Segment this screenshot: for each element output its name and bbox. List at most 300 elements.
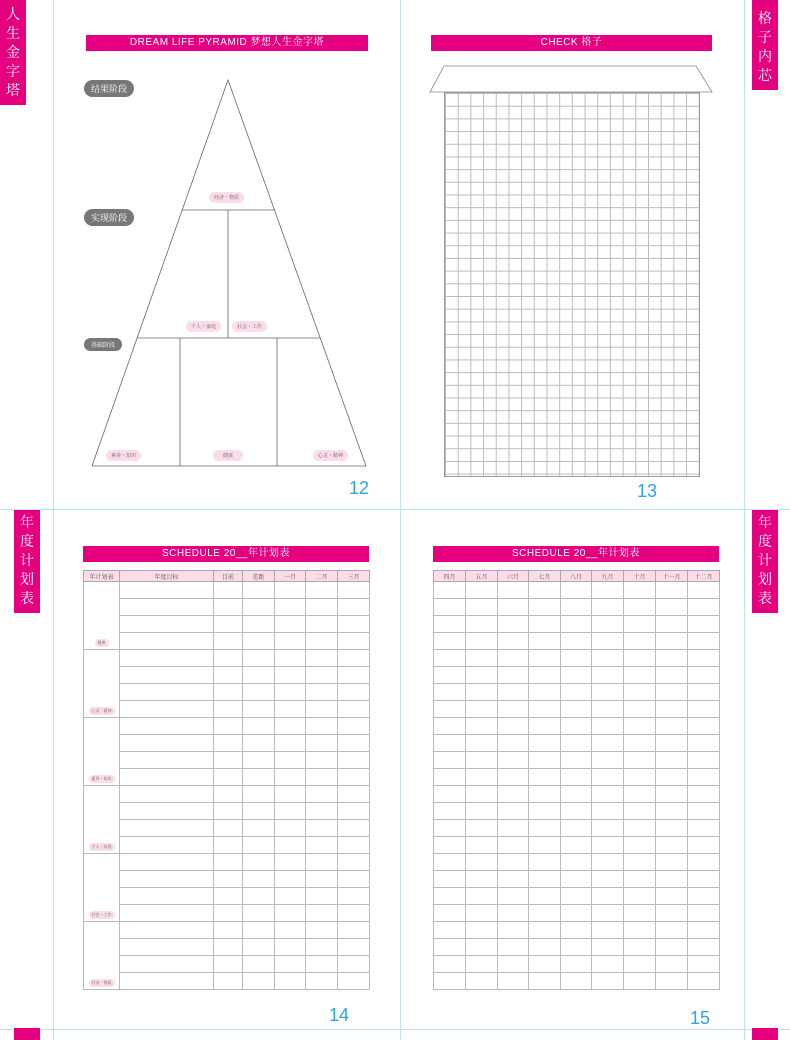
month-cell[interactable] <box>466 752 498 769</box>
month-cell[interactable] <box>688 854 720 871</box>
month-cell[interactable] <box>498 888 529 905</box>
month-cell[interactable] <box>466 684 498 701</box>
month-cell[interactable] <box>561 582 592 599</box>
month-cell[interactable] <box>466 633 498 650</box>
goal-cell[interactable] <box>120 888 214 905</box>
month-cell[interactable] <box>656 888 688 905</box>
month-cell[interactable] <box>656 922 688 939</box>
month-cell[interactable] <box>529 939 561 956</box>
side-tab-annual-plan-left: 年度计划表 <box>14 510 40 613</box>
side-tab-annual-plan-right: 年度计划表 <box>752 510 778 613</box>
crop-guide <box>0 1029 790 1030</box>
month-cell[interactable] <box>561 633 592 650</box>
month-cell[interactable] <box>592 633 624 650</box>
table-row <box>434 837 720 854</box>
month-cell[interactable] <box>561 718 592 735</box>
month-cell[interactable] <box>498 820 529 837</box>
month-cell[interactable] <box>561 939 592 956</box>
table-row <box>434 956 720 973</box>
month-cell[interactable] <box>466 820 498 837</box>
month-cell[interactable] <box>592 837 624 854</box>
table-row <box>434 650 720 667</box>
month-cell[interactable] <box>498 922 529 939</box>
month-cell[interactable] <box>434 905 466 922</box>
column-header: 目前 <box>214 571 243 582</box>
month-cell[interactable] <box>592 667 624 684</box>
goal-cell[interactable] <box>120 650 214 667</box>
month-cell[interactable] <box>624 701 656 718</box>
month-cell[interactable] <box>624 820 656 837</box>
month-cell[interactable] <box>592 599 624 616</box>
table-row <box>434 582 720 599</box>
month-cell[interactable] <box>561 769 592 786</box>
column-header: 三月 <box>338 571 370 582</box>
month-cell[interactable] <box>688 837 720 854</box>
goal-cell[interactable] <box>120 701 214 718</box>
month-cell[interactable] <box>624 939 656 956</box>
goal-cell[interactable] <box>120 973 214 990</box>
column-header: 十一月 <box>656 571 688 582</box>
tag-health: 健康 <box>213 450 243 461</box>
month-cell[interactable] <box>656 667 688 684</box>
month-cell[interactable] <box>434 667 466 684</box>
month-cell[interactable] <box>688 939 720 956</box>
month-cell[interactable] <box>434 752 466 769</box>
month-cell[interactable] <box>624 956 656 973</box>
month-cell[interactable] <box>592 786 624 803</box>
table-row <box>84 599 370 616</box>
month-cell[interactable] <box>498 786 529 803</box>
month-cell[interactable] <box>688 973 720 990</box>
month-cell[interactable] <box>498 701 529 718</box>
month-cell[interactable] <box>592 888 624 905</box>
month-cell[interactable] <box>561 871 592 888</box>
month-cell[interactable] <box>624 973 656 990</box>
goal-cell[interactable] <box>120 803 214 820</box>
month-cell[interactable] <box>466 667 498 684</box>
month-cell[interactable] <box>561 752 592 769</box>
month-cell[interactable] <box>561 973 592 990</box>
month-cell[interactable] <box>434 803 466 820</box>
goal-cell[interactable] <box>120 667 214 684</box>
month-cell[interactable] <box>529 905 561 922</box>
month-cell[interactable] <box>656 820 688 837</box>
month-cell[interactable] <box>498 616 529 633</box>
month-cell[interactable] <box>656 684 688 701</box>
month-cell[interactable] <box>688 633 720 650</box>
goal-cell[interactable] <box>120 599 214 616</box>
month-cell[interactable] <box>592 820 624 837</box>
goal-cell[interactable] <box>120 735 214 752</box>
month-cell[interactable] <box>592 854 624 871</box>
table-row <box>434 803 720 820</box>
month-cell[interactable] <box>434 922 466 939</box>
month-cell[interactable] <box>592 973 624 990</box>
month-cell[interactable] <box>592 769 624 786</box>
month-cell[interactable] <box>624 888 656 905</box>
month-cell[interactable] <box>529 684 561 701</box>
month-cell[interactable] <box>688 956 720 973</box>
month-cell[interactable] <box>561 803 592 820</box>
category-cell <box>84 786 120 854</box>
month-cell[interactable] <box>688 735 720 752</box>
month-cell[interactable] <box>592 718 624 735</box>
stage-pill-foundation: 基础阶段 <box>84 338 122 351</box>
month-cell[interactable] <box>434 854 466 871</box>
month-cell[interactable] <box>688 616 720 633</box>
month-cell[interactable] <box>434 939 466 956</box>
month-cell[interactable] <box>688 684 720 701</box>
month-cell[interactable] <box>688 803 720 820</box>
month-cell[interactable] <box>561 650 592 667</box>
month-cell[interactable] <box>624 684 656 701</box>
month-cell[interactable] <box>498 837 529 854</box>
month-cell[interactable] <box>624 905 656 922</box>
goal-cell[interactable] <box>120 871 214 888</box>
column-header: 年计划表 <box>84 571 120 582</box>
month-cell[interactable] <box>466 888 498 905</box>
month-cell[interactable] <box>529 973 561 990</box>
month-cell[interactable] <box>561 837 592 854</box>
month-cell[interactable] <box>498 735 529 752</box>
month-cell[interactable] <box>466 905 498 922</box>
month-cell[interactable] <box>529 701 561 718</box>
month-cell[interactable] <box>466 718 498 735</box>
month-cell[interactable] <box>561 684 592 701</box>
month-cell[interactable] <box>656 582 688 599</box>
goal-cell[interactable] <box>120 956 214 973</box>
month-cell[interactable] <box>434 837 466 854</box>
month-cell[interactable] <box>656 599 688 616</box>
month-cell[interactable] <box>498 769 529 786</box>
month-cell[interactable] <box>688 650 720 667</box>
month-cell[interactable] <box>498 650 529 667</box>
month-cell[interactable] <box>624 650 656 667</box>
goal-cell[interactable] <box>120 820 214 837</box>
month-cell[interactable] <box>529 888 561 905</box>
month-cell[interactable] <box>656 871 688 888</box>
goal-cell[interactable] <box>120 582 214 599</box>
table-row <box>434 939 720 956</box>
month-cell[interactable] <box>624 854 656 871</box>
goal-cell[interactable] <box>120 837 214 854</box>
table-row <box>434 616 720 633</box>
month-cell[interactable] <box>592 752 624 769</box>
month-cell[interactable] <box>592 684 624 701</box>
month-cell[interactable] <box>688 701 720 718</box>
month-cell[interactable] <box>466 735 498 752</box>
month-cell[interactable] <box>688 599 720 616</box>
month-cell[interactable] <box>624 752 656 769</box>
month-cell[interactable] <box>434 650 466 667</box>
table-header-row <box>434 571 720 582</box>
month-cell[interactable] <box>656 769 688 786</box>
month-cell[interactable] <box>529 667 561 684</box>
month-cell[interactable] <box>656 701 688 718</box>
table-row <box>84 718 370 735</box>
month-cell[interactable] <box>624 769 656 786</box>
month-cell[interactable] <box>466 956 498 973</box>
month-cell[interactable] <box>688 905 720 922</box>
month-cell[interactable] <box>656 905 688 922</box>
month-cell[interactable] <box>434 769 466 786</box>
month-cell[interactable] <box>498 684 529 701</box>
month-cell[interactable] <box>592 922 624 939</box>
annual-plan-table-left <box>83 570 370 990</box>
month-cell[interactable] <box>624 735 656 752</box>
month-cell[interactable] <box>529 956 561 973</box>
table-row <box>84 803 370 820</box>
month-cell[interactable] <box>529 582 561 599</box>
stage-pill-realize: 实现阶段 <box>84 209 134 226</box>
month-cell[interactable] <box>529 922 561 939</box>
month-cell[interactable] <box>498 633 529 650</box>
month-cell[interactable] <box>466 786 498 803</box>
table-row <box>434 871 720 888</box>
category-tag: 个人・家庭 <box>89 843 115 851</box>
stage-pill-result: 结果阶段 <box>84 80 134 97</box>
month-cell[interactable] <box>529 650 561 667</box>
month-cell[interactable] <box>688 718 720 735</box>
month-cell[interactable] <box>624 922 656 939</box>
month-cell[interactable] <box>592 735 624 752</box>
table-row <box>434 667 720 684</box>
month-cell[interactable] <box>624 871 656 888</box>
tag-literacy-knowledge: 素养・知识 <box>106 450 141 461</box>
month-cell[interactable] <box>498 871 529 888</box>
month-cell[interactable] <box>592 803 624 820</box>
month-cell[interactable] <box>529 820 561 837</box>
month-cell[interactable] <box>656 718 688 735</box>
month-cell[interactable] <box>561 786 592 803</box>
month-cell[interactable] <box>592 616 624 633</box>
month-cell[interactable] <box>529 769 561 786</box>
month-cell[interactable] <box>466 973 498 990</box>
month-cell[interactable] <box>529 854 561 871</box>
month-cell[interactable] <box>434 786 466 803</box>
month-cell[interactable] <box>466 769 498 786</box>
month-cell[interactable] <box>529 718 561 735</box>
month-cell[interactable] <box>466 871 498 888</box>
column-header: 五月 <box>466 571 498 582</box>
month-cell[interactable] <box>529 599 561 616</box>
month-cell[interactable] <box>498 752 529 769</box>
table-row <box>434 922 720 939</box>
month-cell[interactable] <box>656 752 688 769</box>
goal-cell[interactable] <box>120 854 214 871</box>
month-cell[interactable] <box>498 667 529 684</box>
month-cell[interactable] <box>656 956 688 973</box>
month-cell[interactable] <box>529 752 561 769</box>
month-cell[interactable] <box>466 650 498 667</box>
goal-cell[interactable] <box>120 786 214 803</box>
month-cell[interactable] <box>529 871 561 888</box>
month-cell[interactable] <box>498 582 529 599</box>
month-cell[interactable] <box>688 769 720 786</box>
month-cell[interactable] <box>624 599 656 616</box>
month-cell[interactable] <box>561 735 592 752</box>
month-cell[interactable] <box>624 582 656 599</box>
month-cell[interactable] <box>561 616 592 633</box>
month-cell[interactable] <box>592 650 624 667</box>
month-cell[interactable] <box>529 803 561 820</box>
month-cell[interactable] <box>434 973 466 990</box>
month-cell[interactable] <box>498 599 529 616</box>
month-cell[interactable] <box>656 650 688 667</box>
tag-society-work: 社会・工作 <box>232 321 267 332</box>
month-cell[interactable] <box>592 939 624 956</box>
month-cell[interactable] <box>656 633 688 650</box>
table-row <box>434 820 720 837</box>
page-number: 14 <box>329 1005 350 1025</box>
month-cell[interactable] <box>624 667 656 684</box>
month-cell[interactable] <box>529 616 561 633</box>
column-header: 八月 <box>561 571 592 582</box>
category-tag: 社会・工作 <box>89 911 115 919</box>
month-cell[interactable] <box>466 616 498 633</box>
column-header: 年度目标 <box>120 571 214 582</box>
crop-guide <box>744 0 745 1040</box>
page-number: 13 <box>637 481 658 501</box>
month-cell[interactable] <box>561 667 592 684</box>
column-header: 二月 <box>306 571 338 582</box>
month-cell[interactable] <box>466 922 498 939</box>
month-cell[interactable] <box>561 854 592 871</box>
month-cell[interactable] <box>561 922 592 939</box>
month-cell[interactable] <box>498 718 529 735</box>
month-cell[interactable] <box>656 786 688 803</box>
month-cell[interactable] <box>466 854 498 871</box>
month-cell[interactable] <box>529 837 561 854</box>
month-cell[interactable] <box>498 973 529 990</box>
month-cell[interactable] <box>434 633 466 650</box>
month-cell[interactable] <box>592 871 624 888</box>
month-cell[interactable] <box>656 854 688 871</box>
table-row <box>84 956 370 973</box>
month-cell[interactable] <box>561 701 592 718</box>
category-tag: 健康 <box>95 639 109 647</box>
month-cell[interactable] <box>624 786 656 803</box>
month-cell[interactable] <box>466 803 498 820</box>
goal-cell[interactable] <box>120 752 214 769</box>
column-header: 六月 <box>498 571 529 582</box>
column-header: 九月 <box>592 571 624 582</box>
month-cell[interactable] <box>688 786 720 803</box>
month-cell[interactable] <box>656 837 688 854</box>
month-cell[interactable] <box>688 582 720 599</box>
month-cell[interactable] <box>592 956 624 973</box>
page-title: CHECK 格子 <box>431 35 712 51</box>
month-cell[interactable] <box>434 735 466 752</box>
month-cell[interactable] <box>529 786 561 803</box>
month-cell[interactable] <box>561 956 592 973</box>
month-cell[interactable] <box>656 939 688 956</box>
month-cell[interactable] <box>434 888 466 905</box>
month-cell[interactable] <box>624 633 656 650</box>
goal-cell[interactable] <box>120 939 214 956</box>
month-cell[interactable] <box>624 616 656 633</box>
month-cell[interactable] <box>688 667 720 684</box>
month-cell[interactable] <box>561 888 592 905</box>
month-cell[interactable] <box>592 905 624 922</box>
month-cell[interactable] <box>434 599 466 616</box>
table-row <box>84 667 370 684</box>
category-cell <box>84 854 120 922</box>
month-cell[interactable] <box>434 684 466 701</box>
month-cell[interactable] <box>656 973 688 990</box>
table-row <box>434 735 720 752</box>
column-header: 四月 <box>434 571 466 582</box>
check-grid[interactable] <box>444 92 700 477</box>
table-row <box>84 701 370 718</box>
month-cell[interactable] <box>434 820 466 837</box>
month-cell[interactable] <box>434 701 466 718</box>
month-cell[interactable] <box>498 905 529 922</box>
month-cell[interactable] <box>466 701 498 718</box>
page-title: DREAM LIFE PYRAMID 梦想人生金字塔 <box>86 35 368 51</box>
month-cell[interactable] <box>434 582 466 599</box>
month-cell[interactable] <box>529 735 561 752</box>
category-tag: 经济・物质 <box>89 979 115 987</box>
month-cell[interactable] <box>624 803 656 820</box>
month-cell[interactable] <box>498 854 529 871</box>
goal-cell[interactable] <box>120 633 214 650</box>
month-cell[interactable] <box>466 939 498 956</box>
month-cell[interactable] <box>466 599 498 616</box>
table-row <box>84 871 370 888</box>
month-cell[interactable] <box>688 871 720 888</box>
month-cell[interactable] <box>434 956 466 973</box>
month-cell[interactable] <box>498 956 529 973</box>
month-cell[interactable] <box>434 871 466 888</box>
month-cell[interactable] <box>466 837 498 854</box>
month-cell[interactable] <box>624 837 656 854</box>
month-cell[interactable] <box>466 582 498 599</box>
month-cell[interactable] <box>498 803 529 820</box>
month-cell[interactable] <box>688 752 720 769</box>
goal-cell[interactable] <box>120 684 214 701</box>
table-header-row <box>84 571 370 582</box>
month-cell[interactable] <box>561 599 592 616</box>
side-tab-pyramid: 人生金字塔 <box>0 0 26 105</box>
month-cell[interactable] <box>688 888 720 905</box>
month-cell[interactable] <box>498 939 529 956</box>
month-cell[interactable] <box>592 582 624 599</box>
month-cell[interactable] <box>624 718 656 735</box>
month-cell[interactable] <box>434 616 466 633</box>
month-cell[interactable] <box>656 616 688 633</box>
table-row <box>434 905 720 922</box>
month-cell[interactable] <box>656 735 688 752</box>
column-header: 一月 <box>275 571 306 582</box>
goal-cell[interactable] <box>120 905 214 922</box>
month-cell[interactable] <box>529 633 561 650</box>
goal-cell[interactable] <box>120 922 214 939</box>
table-row <box>84 905 370 922</box>
table-row <box>84 939 370 956</box>
month-cell[interactable] <box>434 718 466 735</box>
goal-cell[interactable] <box>120 616 214 633</box>
month-cell[interactable] <box>688 820 720 837</box>
month-cell[interactable] <box>656 803 688 820</box>
month-cell[interactable] <box>561 905 592 922</box>
month-cell[interactable] <box>561 820 592 837</box>
goal-cell[interactable] <box>120 769 214 786</box>
month-cell[interactable] <box>688 922 720 939</box>
goal-cell[interactable] <box>120 718 214 735</box>
month-cell[interactable] <box>592 701 624 718</box>
grid-header-shape <box>0 0 790 100</box>
